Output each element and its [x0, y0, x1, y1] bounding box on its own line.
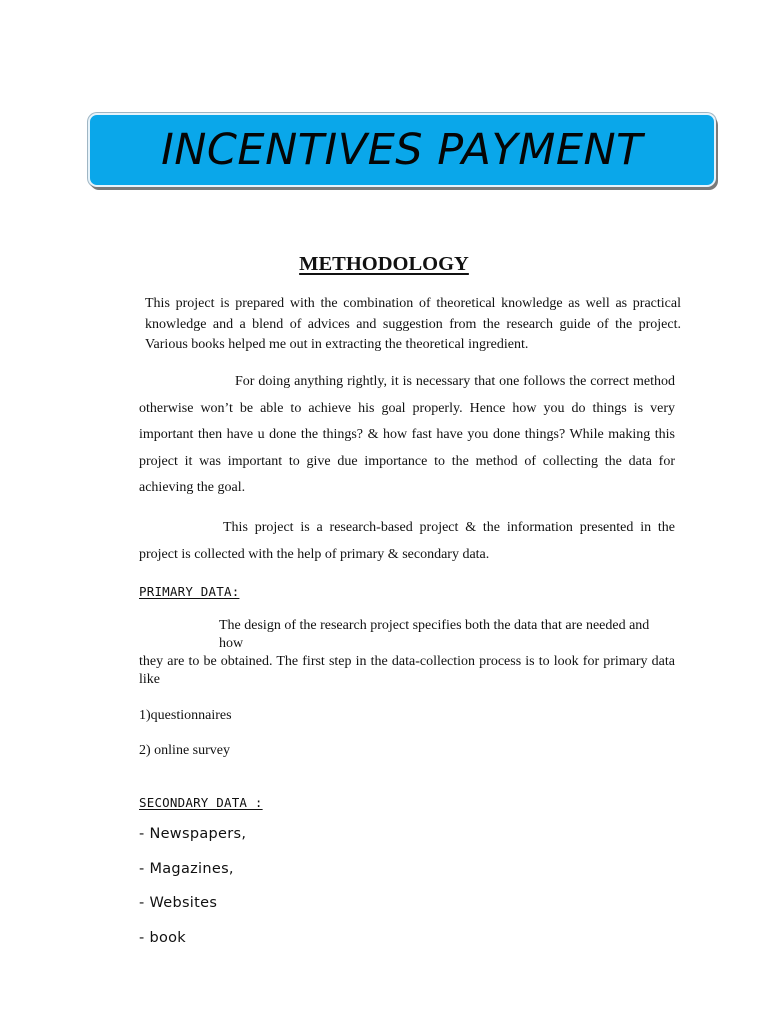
section-heading-methodology: METHODOLOGY: [299, 253, 469, 275]
primary-list-item: 2) online survey: [139, 743, 230, 758]
paragraph-method: [139, 369, 675, 502]
paragraph-intro: This project is prepared with the combination of theoretical knowledge as well as practical knowledge and a blend of advices and suggestion from the research guide of the project. Various books helped me out in extracting the theoretical ingredient.: [145, 296, 681, 352]
paragraph-method-text: For doing anything rightly, it is necessary that one follows the correct method otherwise won’t be able to achieve his goal properly. Hence how you do things is very important then have u done the things? & how fast have you done things? While making this project it was important to give due importance to the method of collecting the data for achieving the goal.: [139, 374, 675, 495]
paragraph-primary: [139, 617, 675, 689]
primary-data-label: PRIMARY DATA:: [139, 584, 240, 599]
paragraph-primary-line2: they are to be obtained. The first step in the data-collection process is to look for primary data like: [139, 654, 675, 687]
paragraph-research-text: This project is a research-based project & the information presented in the project is collected with the help of primary & secondary data.: [139, 520, 675, 562]
primary-list-item: 1)questionnaires: [139, 708, 232, 723]
secondary-list-item: - book: [139, 930, 186, 946]
title-banner: [88, 113, 716, 187]
secondary-list-item: - Websites: [139, 895, 218, 911]
paragraph-primary-line1: The design of the research project specifies both the data that are needed and how: [219, 618, 650, 651]
paragraph-research: [139, 515, 675, 568]
secondary-data-label: SECONDARY DATA :: [139, 795, 263, 810]
secondary-list-item: - Newspapers,: [139, 826, 247, 842]
document-title: INCENTIVES PAYMENT: [161, 125, 643, 175]
secondary-list-item: - Magazines,: [139, 861, 234, 877]
